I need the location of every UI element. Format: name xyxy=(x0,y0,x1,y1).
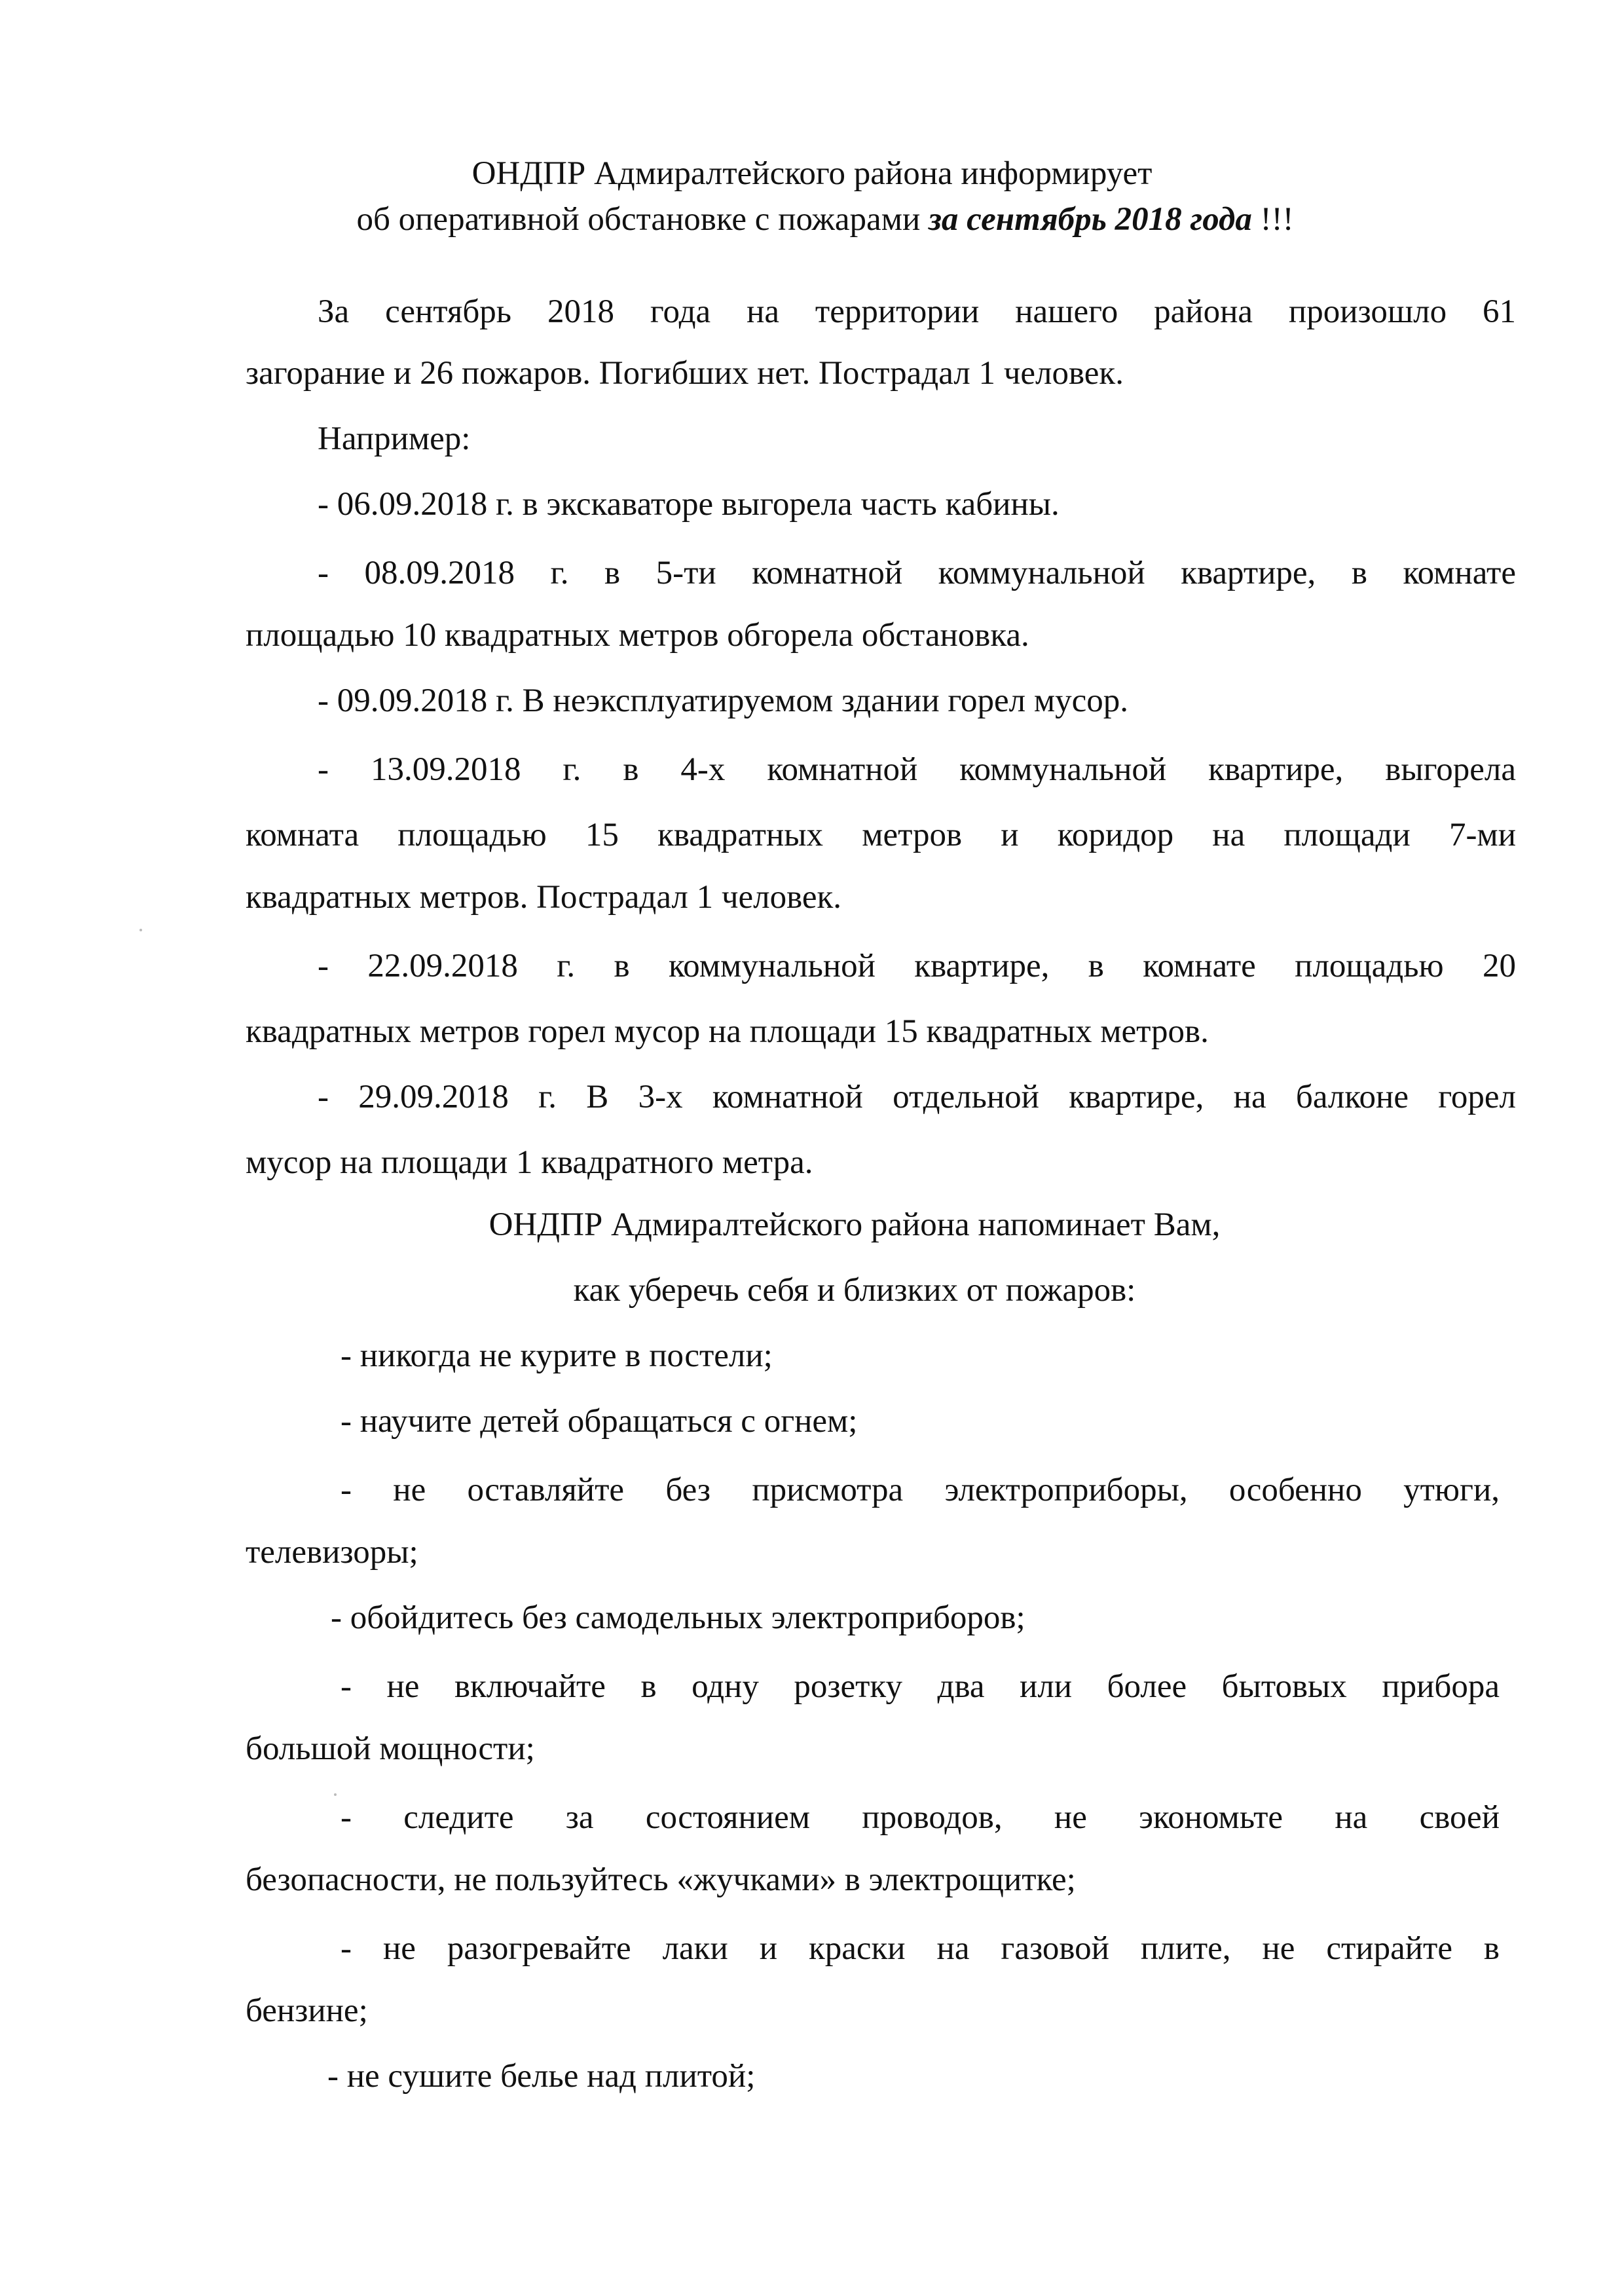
incident-1-line-1: - 06.09.2018 г. в экскаваторе выгорела часть кабины. xyxy=(318,486,1060,523)
scan-speck xyxy=(334,1793,337,1796)
tip-7-line-1: - не разогревайте лаки и краски на газовой плите, не стирайте в xyxy=(341,1930,1500,1967)
header-line-2 xyxy=(0,200,1624,239)
tip-5-line-1: - не включайте в одну розетку два или более бытовых прибора xyxy=(341,1668,1500,1705)
header-emphasis: за сентябрь 2018 года xyxy=(929,201,1252,238)
reminder-line-1: ОНДПР Адмиралтейского района напоминает Вам, xyxy=(489,1206,1221,1243)
incident-2-line-1: - 08.09.2018 г. в 5-ти комнатной коммунальной квартире, в комнате xyxy=(318,555,1516,591)
tip-8: - не сушите белье над плитой; xyxy=(327,2058,756,2095)
summary-line-1: За сентябрь 2018 года на территории нашего района произошло 61 xyxy=(318,293,1516,330)
incident-6-line-2: мусор на площади 1 квадратного метра. xyxy=(246,1144,813,1181)
tip-1: - никогда не курите в постели; xyxy=(341,1337,773,1374)
incident-3-line-1: - 09.09.2018 г. В неэксплуатируемом здании горел мусор. xyxy=(318,682,1129,719)
tip-5-line-2: большой мощности; xyxy=(246,1730,535,1767)
incident-6-line-1: - 29.09.2018 г. В 3-х комнатной отдельной квартире, на балконе горел xyxy=(318,1079,1516,1115)
tip-3-line-2: телевизоры; xyxy=(246,1534,418,1571)
header-prefix: об оперативной обстановке с пожарами xyxy=(356,201,929,238)
reminder-line-2: как уберечь себя и близких от пожаров: xyxy=(573,1272,1136,1309)
incident-2-line-2: площадью 10 квадратных метров обгорела обстановка. xyxy=(246,617,1029,654)
tip-4: - обойдитесь без самодельных электроприборов; xyxy=(331,1599,1025,1636)
example-label: Например: xyxy=(318,420,471,457)
header-suffix: !!! xyxy=(1251,201,1294,238)
incident-5-line-1: - 22.09.2018 г. в коммунальной квартире, в комнате площадью 20 xyxy=(318,948,1516,984)
tip-2: - научите детей обращаться с огнем; xyxy=(341,1403,858,1440)
summary-line-2: загорание и 26 пожаров. Погибших нет. Пострадал 1 человек. xyxy=(246,355,1124,392)
tip-3-line-1: - не оставляйте без присмотра электроприборы, особенно утюги, xyxy=(341,1472,1500,1508)
scan-speck xyxy=(139,929,142,931)
tip-6-line-2: безопасности, не пользуйтесь «жучками» в электрощитке; xyxy=(246,1861,1076,1898)
incident-5-line-2: квадратных метров горел мусор на площади 15 квадратных метров. xyxy=(246,1013,1209,1050)
incident-4-line-1: - 13.09.2018 г. в 4-х комнатной коммунальной квартире, выгорела xyxy=(318,751,1516,788)
incident-4-line-3: квадратных метров. Пострадал 1 человек. xyxy=(246,879,842,916)
tip-6-line-1: - следите за состоянием проводов, не экономьте на своей xyxy=(341,1799,1500,1836)
header-line-1: ОНДПР Адмиралтейского района информирует xyxy=(471,155,1153,192)
incident-4-line-2: комната площадью 15 квадратных метров и коридор на площади 7-ми xyxy=(246,817,1516,853)
tip-7-line-2: бензине; xyxy=(246,1992,368,2029)
